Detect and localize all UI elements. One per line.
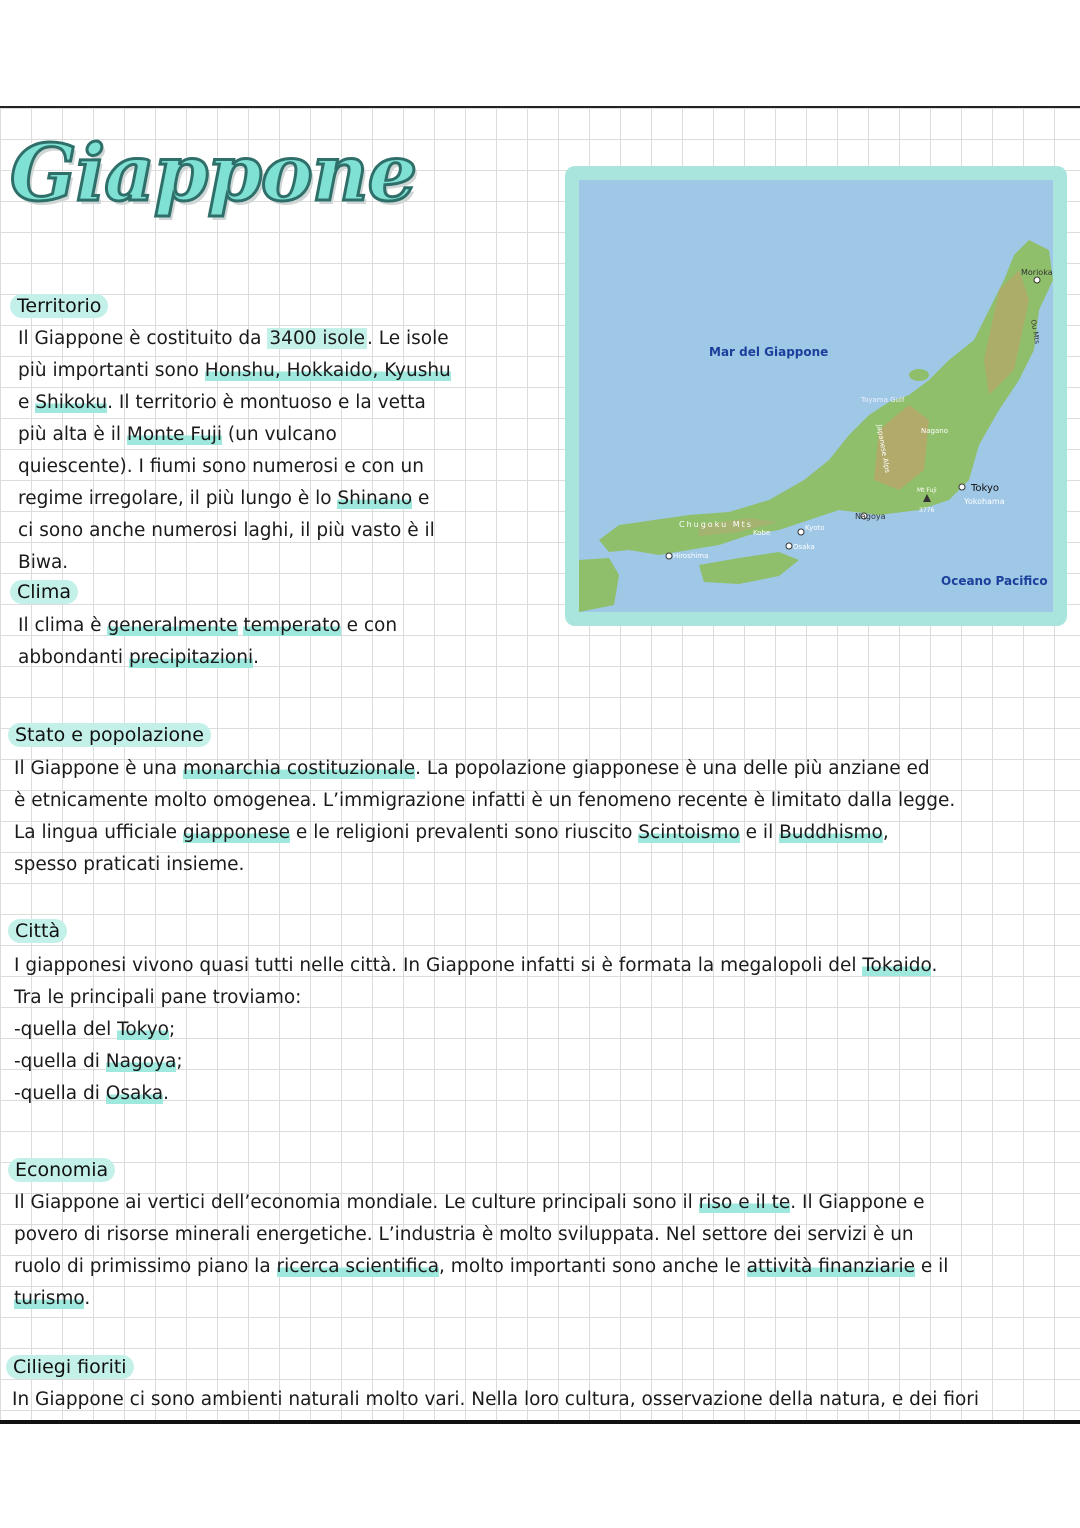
highlight: precipitazioni bbox=[128, 647, 254, 668]
city-dot-kyoto bbox=[798, 529, 804, 535]
highlight: Tokyo bbox=[117, 1019, 169, 1040]
highlight: Shinano bbox=[337, 488, 413, 509]
city-label-hiroshima: Hiroshima bbox=[673, 552, 709, 560]
paragraph-territorio bbox=[18, 323, 498, 579]
heading-territorio: Territorio bbox=[10, 294, 108, 318]
line: Tra le principali pane troviamo: bbox=[14, 987, 302, 1008]
heading-citta: Città bbox=[8, 919, 67, 943]
highlight: ricerca scientifica bbox=[276, 1256, 440, 1277]
feature-label-mt-fuji: Mt Fuji bbox=[917, 487, 937, 494]
feature-label-fuji-height: 3776 bbox=[919, 507, 935, 514]
map-land-sado bbox=[909, 369, 929, 381]
paragraph-clima bbox=[18, 610, 498, 674]
heading-economia: Economia bbox=[8, 1158, 115, 1182]
line: I giapponesi vivono quasi tutti nelle città. In Giappone infatti si è formata la megalopoli del Tokaido. bbox=[14, 955, 938, 976]
highlight: riso e il te bbox=[698, 1192, 791, 1213]
highlight: turismo bbox=[14, 1288, 85, 1309]
line: -quella di Nagoya; bbox=[14, 1051, 183, 1072]
line: Biwa. bbox=[18, 552, 69, 573]
feature-label-toyama-gulf: Toyama Gulf bbox=[861, 396, 905, 404]
paragraph-ciliegi bbox=[12, 1384, 1076, 1416]
highlight: Osaka bbox=[105, 1083, 164, 1104]
line: Il Giappone ai vertici dell’economia mondiale. Le culture principali sono il riso e il te. Il Giappone e bbox=[14, 1192, 925, 1213]
city-label-nagoya: Nagoya bbox=[855, 512, 886, 521]
japan-map bbox=[565, 166, 1067, 626]
line: Il Giappone è costituito da 3400 isole . Le isole bbox=[18, 328, 449, 349]
highlight: Shikoku bbox=[35, 392, 108, 413]
highlight: Tokaido bbox=[862, 955, 932, 976]
line: -quella di Osaka. bbox=[14, 1083, 169, 1104]
line: -quella del Tokyo; bbox=[14, 1019, 176, 1040]
ocean-label: Oceano Pacifico bbox=[941, 574, 1048, 588]
line: ci sono anche numerosi laghi, il più vasto è il bbox=[18, 520, 435, 541]
heading-ciliegi: Ciliegi fioriti bbox=[6, 1355, 134, 1379]
highlight: Scintoismo bbox=[638, 822, 740, 843]
line: Il clima è generalmente temperato e con bbox=[18, 615, 398, 636]
paragraph-stato bbox=[14, 753, 1074, 881]
city-label-morioka: Morioka bbox=[1021, 268, 1053, 277]
city-label-yokohama: Yokohama bbox=[964, 497, 1005, 506]
highlight: 3400 isole bbox=[269, 328, 365, 349]
highlight: attività finanziarie bbox=[746, 1256, 915, 1277]
paragraph-citta bbox=[14, 950, 1074, 1110]
line: più importanti sono Honshu, Hokkaido, Kyushu bbox=[18, 360, 451, 381]
city-dot-tokyo bbox=[959, 484, 965, 490]
line: e Shikoku. Il territorio è montuoso e la vetta bbox=[18, 392, 426, 413]
feature-label-ou-mts: Ou Mts bbox=[1029, 318, 1042, 345]
city-dot-morioka bbox=[1034, 277, 1040, 283]
city-label-tokyo: Tokyo bbox=[971, 483, 999, 494]
city-dot-osaka bbox=[786, 543, 792, 549]
highlight: Monte Fuji bbox=[126, 424, 223, 445]
line: spesso praticati insieme. bbox=[14, 854, 245, 875]
highlight: generalmente bbox=[107, 615, 238, 636]
line: più alta è il Monte Fuji (un vulcano bbox=[18, 424, 337, 445]
paragraph-economia bbox=[14, 1187, 1074, 1315]
highlight: Nagoya bbox=[105, 1051, 177, 1072]
city-label-osaka: Osaka bbox=[793, 543, 815, 551]
line: turismo. bbox=[14, 1288, 91, 1309]
line: abbondanti precipitazioni. bbox=[18, 647, 259, 668]
feature-label-chugoku: Chugoku Mts bbox=[679, 520, 753, 529]
city-label-nagano: Nagano bbox=[921, 427, 948, 435]
line: regime irregolare, il più lungo è lo Shinano e bbox=[18, 488, 430, 509]
line: La lingua ufficiale giapponese e le religioni prevalenti sono riuscito Scintoismo e il Buddhismo, bbox=[14, 822, 889, 843]
highlight: Honshu, Hokkaido, Kyushu bbox=[204, 360, 451, 381]
city-label-kyoto: Kyoto bbox=[805, 524, 825, 532]
page-title: Giappone bbox=[10, 128, 417, 219]
line: In Giappone ci sono ambienti naturali molto vari. Nella loro cultura, osservazione della natura, e dei fiori bbox=[12, 1389, 980, 1410]
line: povero di risorse minerali energetiche. L’industria è molto sviluppata. Nel settore dei servizi è un bbox=[14, 1224, 914, 1245]
line: ruolo di primissimo piano la ricerca scientifica, molto importanti sono anche le attività finanziarie e il bbox=[14, 1256, 949, 1277]
heading-stato: Stato e popolazione bbox=[8, 723, 211, 747]
highlight: giapponese bbox=[182, 822, 291, 843]
notes-page bbox=[0, 106, 1080, 1424]
map-land-kyushu bbox=[579, 558, 619, 612]
map-svg bbox=[579, 180, 1053, 612]
highlight: monarchia costituzionale bbox=[183, 758, 416, 779]
line: quiescente). I fiumi sono numerosi e con un bbox=[18, 456, 424, 477]
feature-label-japanese-alps: Japanese Alps bbox=[875, 423, 892, 474]
sea-label: Mar del Giappone bbox=[709, 345, 829, 359]
city-dot-hiroshima bbox=[666, 553, 672, 559]
highlight: temperato bbox=[243, 615, 341, 636]
line: è etnicamente molto omogenea. L’immigrazione infatti è un fenomeno recente è limitato dalla legge. bbox=[14, 790, 956, 811]
line: Il Giappone è una monarchia costituzionale. La popolazione giapponese è una delle più anziane ed bbox=[14, 758, 930, 779]
city-label-kobe: Kobe bbox=[753, 529, 771, 537]
heading-clima: Clima bbox=[10, 580, 78, 604]
highlight: Buddhismo bbox=[779, 822, 883, 843]
